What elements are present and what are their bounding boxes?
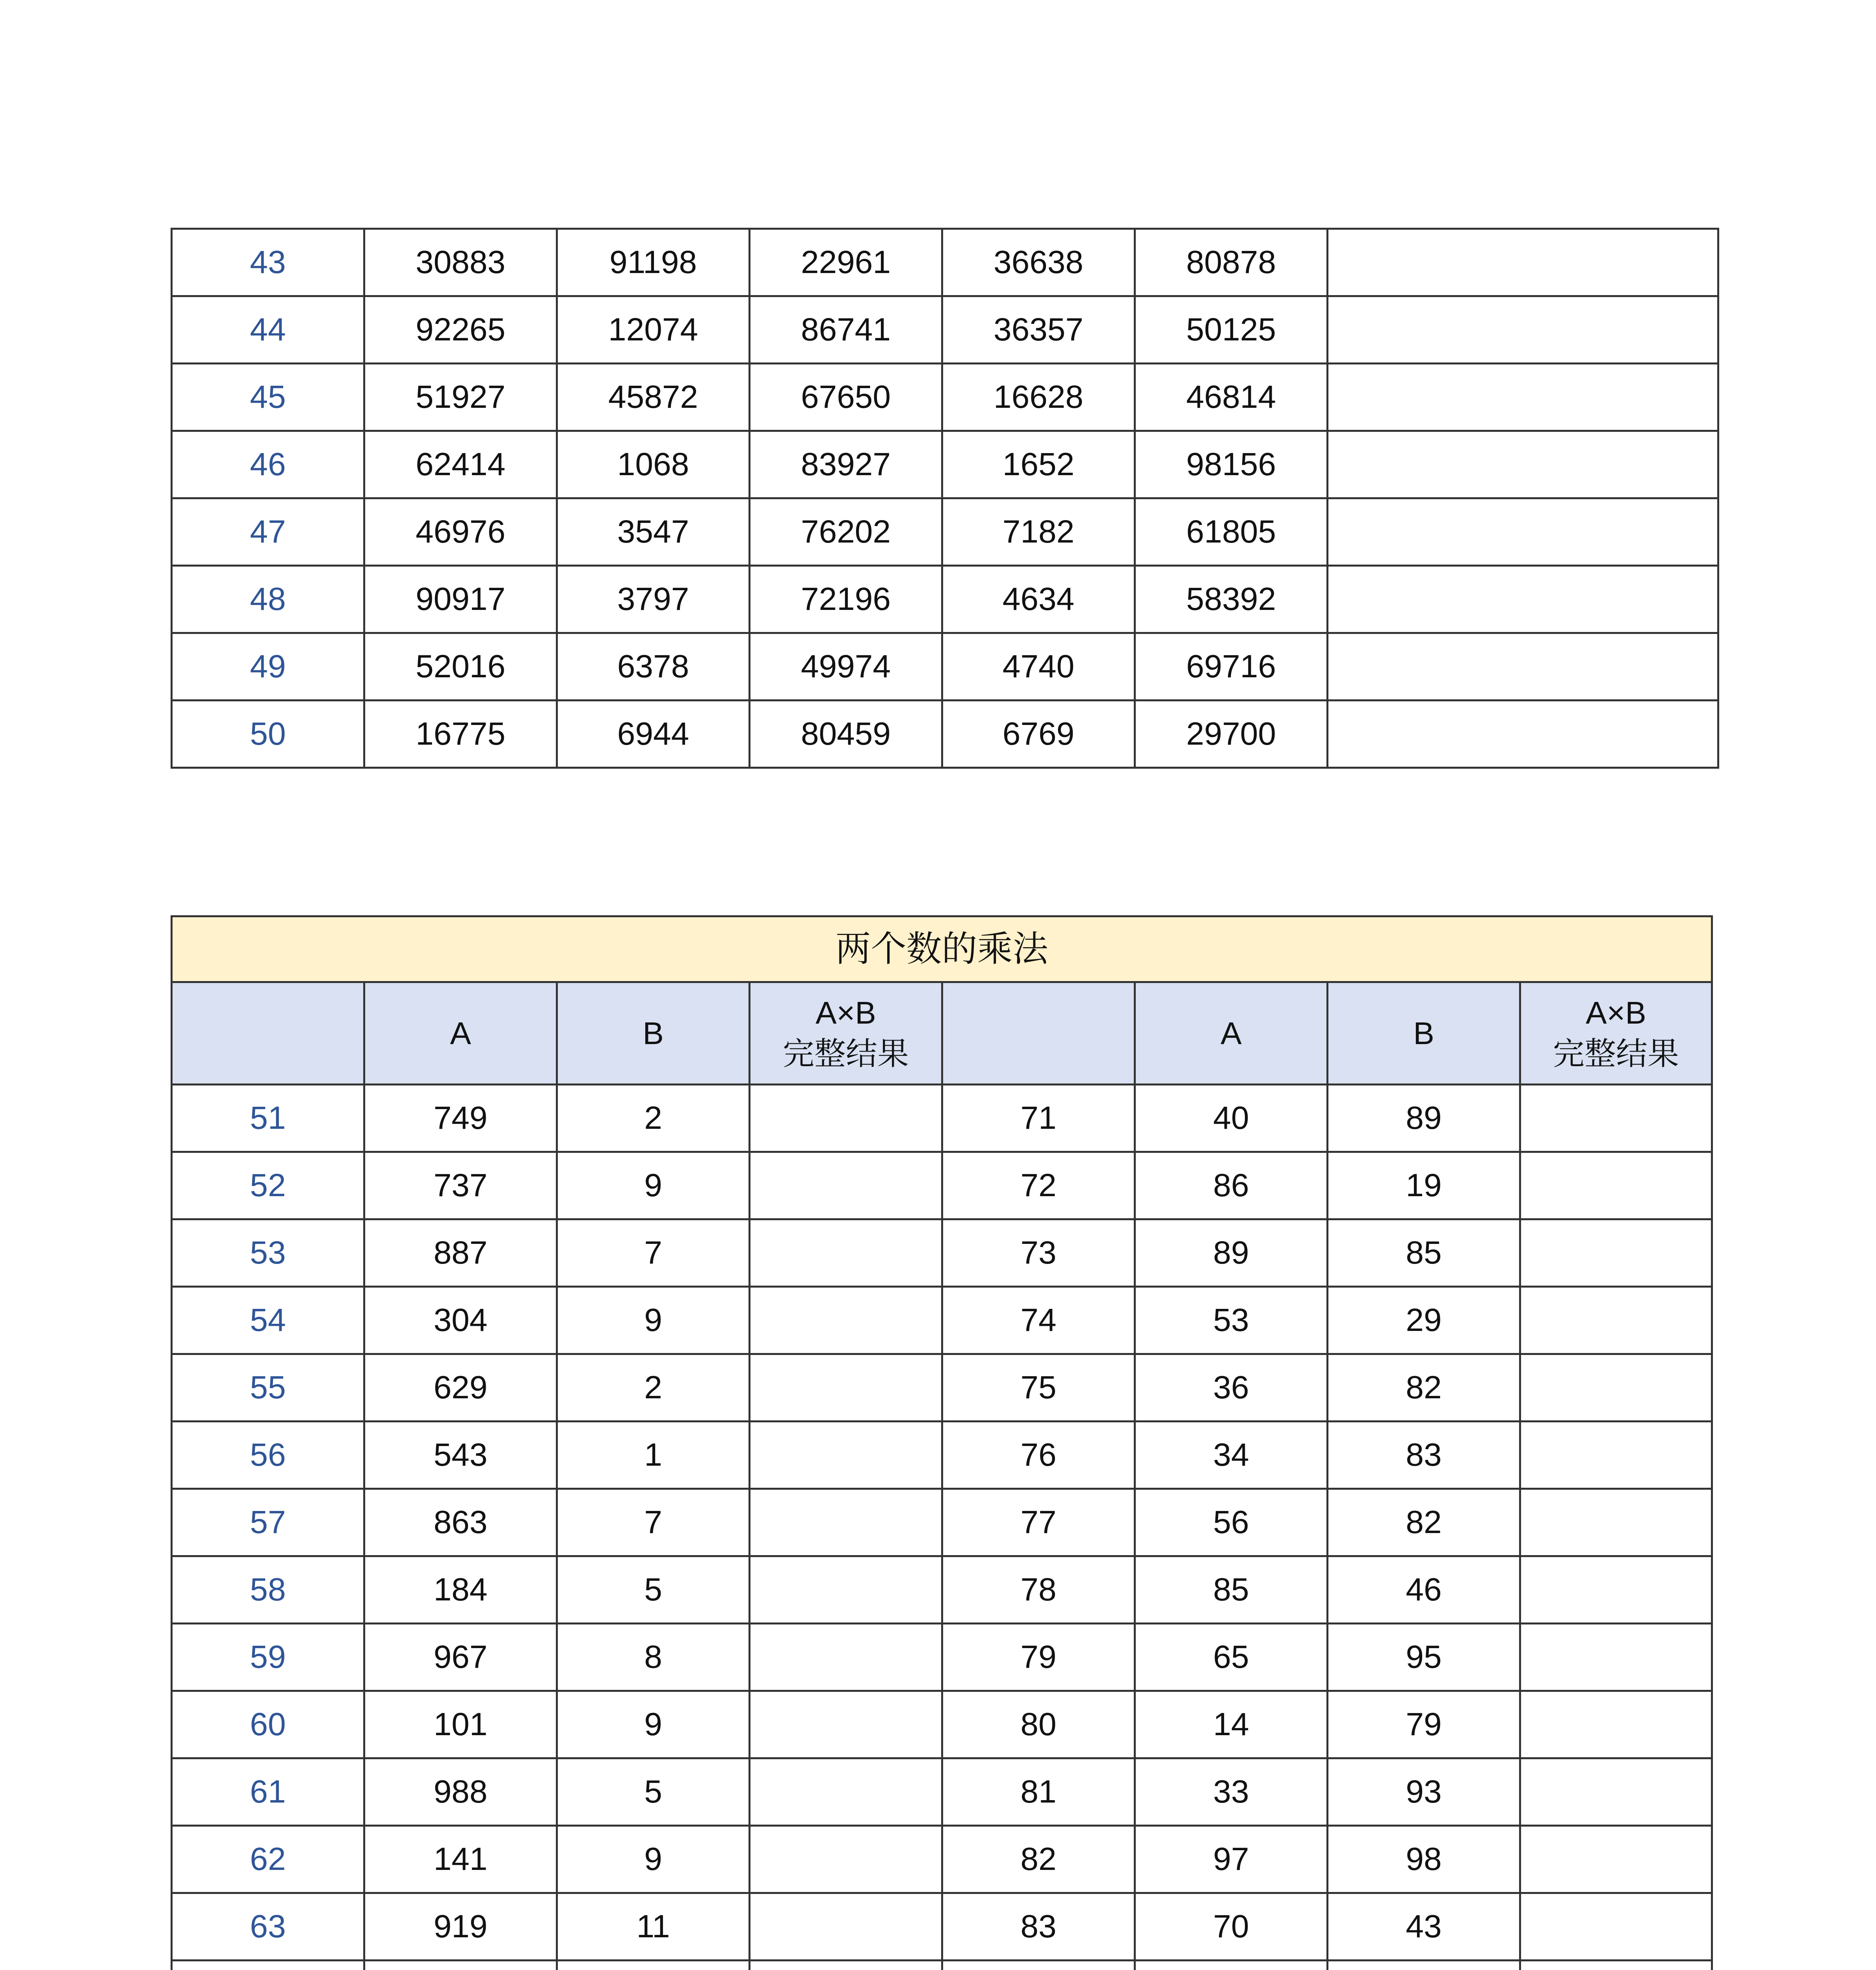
table-row: [172, 296, 1718, 364]
table-cell: 30883: [364, 229, 557, 296]
table-cell: 29700: [1135, 701, 1328, 768]
table-cell: 14: [1135, 1691, 1328, 1758]
table-cell: 12074: [557, 296, 750, 364]
table-cell: 749: [364, 1085, 557, 1152]
row-index: 44: [172, 296, 364, 364]
table-cell: 72: [942, 1152, 1135, 1219]
table-cell: 82: [942, 1826, 1135, 1893]
table-title: 两个数的乘法: [172, 916, 1712, 982]
table-cell: 73: [942, 1219, 1135, 1287]
table-cell: 863: [364, 1489, 557, 1556]
row-index: 51: [172, 1085, 364, 1152]
row-index: 47: [172, 498, 364, 566]
table-cell: 83927: [750, 431, 942, 498]
table-cell: 33: [1135, 1758, 1328, 1826]
table-cell: 36638: [942, 229, 1135, 296]
row-index: 54: [172, 1287, 364, 1354]
answer-cell[interactable]: [750, 1287, 942, 1354]
table-cell: 11: [557, 1893, 750, 1961]
table-row: [172, 1287, 1712, 1354]
answer-cell[interactable]: [1520, 1893, 1712, 1961]
answer-cell[interactable]: [750, 1219, 942, 1287]
table-cell: 79: [942, 1624, 1135, 1691]
table-cell: 50125: [1135, 296, 1328, 364]
table-row: [172, 1219, 1712, 1287]
answer-cell[interactable]: [1328, 296, 1718, 364]
table-cell: 75: [942, 1354, 1135, 1422]
answer-cell[interactable]: [750, 1826, 942, 1893]
table-cell: 76: [942, 1422, 1135, 1489]
table-cell: 4740: [942, 633, 1135, 701]
row-index: 60: [172, 1691, 364, 1758]
table-cell: 70: [1135, 1893, 1328, 1961]
row-index: 46: [172, 431, 364, 498]
row-index: 53: [172, 1219, 364, 1287]
table-cell: 101: [364, 1691, 557, 1758]
answer-cell[interactable]: [1328, 364, 1718, 431]
table-cell: 40: [1135, 1085, 1328, 1152]
table-row: [172, 1422, 1712, 1489]
answer-cell[interactable]: [1520, 1624, 1712, 1691]
answer-cell[interactable]: [750, 1354, 942, 1422]
table-cell: 51927: [364, 364, 557, 431]
table-cell: 46814: [1135, 364, 1328, 431]
table-cell: 8: [557, 1624, 750, 1691]
answer-cell[interactable]: [1520, 1219, 1712, 1287]
answer-cell[interactable]: [1520, 1422, 1712, 1489]
answer-cell[interactable]: [1328, 566, 1718, 633]
answer-cell[interactable]: [1520, 1826, 1712, 1893]
table-cell: 45872: [557, 364, 750, 431]
answer-cell[interactable]: [750, 1556, 942, 1624]
table-cell: 967: [364, 1624, 557, 1691]
table-cell: 80: [942, 1691, 1135, 1758]
table-cell: 3547: [557, 498, 750, 566]
table-cell: 67650: [750, 364, 942, 431]
table-header-row: [172, 982, 1712, 1085]
table-cell: [557, 1961, 750, 1970]
row-index: 49: [172, 633, 364, 701]
table-row: [172, 498, 1718, 566]
answer-cell[interactable]: [750, 1758, 942, 1826]
table-cell: 52016: [364, 633, 557, 701]
table-cell: 82: [1328, 1354, 1520, 1422]
table-cell: 7: [557, 1219, 750, 1287]
answer-cell[interactable]: [1520, 1085, 1712, 1152]
table-cell: 95: [1328, 1624, 1520, 1691]
table-row: [172, 1152, 1712, 1219]
answer-cell[interactable]: [750, 1422, 942, 1489]
answer-cell[interactable]: [750, 1152, 942, 1219]
table-cell: 5: [557, 1556, 750, 1624]
column-header: [942, 982, 1135, 1085]
table-cell: 1068: [557, 431, 750, 498]
column-header: B: [557, 982, 750, 1085]
table-cell: 79: [1328, 1691, 1520, 1758]
answer-cell[interactable]: [1328, 701, 1718, 768]
table-cell: [942, 1961, 1135, 1970]
answer-cell[interactable]: [750, 1085, 942, 1152]
table-cell: 919: [364, 1893, 557, 1961]
row-index: 57: [172, 1489, 364, 1556]
table-row: [172, 633, 1718, 701]
table-cell: 16775: [364, 701, 557, 768]
table-cell: 7: [557, 1489, 750, 1556]
table-row: [172, 1489, 1712, 1556]
answer-cell[interactable]: [750, 1691, 942, 1758]
table-cell: 29: [1328, 1287, 1520, 1354]
answer-cell[interactable]: [750, 1489, 942, 1556]
answer-cell[interactable]: [1328, 229, 1718, 296]
table-cell: 98: [1328, 1826, 1520, 1893]
table-cell: 9: [557, 1691, 750, 1758]
table-cell: 72196: [750, 566, 942, 633]
table-row: [172, 1354, 1712, 1422]
table-row: [172, 1556, 1712, 1624]
answer-cell[interactable]: [1520, 1961, 1712, 1970]
table-row: [172, 1826, 1712, 1893]
table-cell: 62414: [364, 431, 557, 498]
table-cell: 71: [942, 1085, 1135, 1152]
table-cell: [1328, 1961, 1520, 1970]
table-cell: 5: [557, 1758, 750, 1826]
row-index: 56: [172, 1422, 364, 1489]
table-row: [172, 1085, 1712, 1152]
answer-cell[interactable]: [1520, 1152, 1712, 1219]
table-cell: 91198: [557, 229, 750, 296]
answer-cell[interactable]: [1520, 1489, 1712, 1556]
table-cell: 304: [364, 1287, 557, 1354]
table-row: [172, 1691, 1712, 1758]
table-cell: 58392: [1135, 566, 1328, 633]
table-cell: 93: [1328, 1758, 1520, 1826]
answer-cell[interactable]: [1520, 1354, 1712, 1422]
table-cell: 629: [364, 1354, 557, 1422]
row-index: 48: [172, 566, 364, 633]
table-cell: 83: [942, 1893, 1135, 1961]
row-index: 62: [172, 1826, 364, 1893]
table-cell: 82: [1328, 1489, 1520, 1556]
table-cell: 49974: [750, 633, 942, 701]
row-index: 52: [172, 1152, 364, 1219]
multiplication-table: [171, 915, 1713, 1970]
answer-cell[interactable]: [1328, 498, 1718, 566]
table-cell: 80878: [1135, 229, 1328, 296]
table-cell: 85: [1328, 1219, 1520, 1287]
table-cell: 1: [557, 1422, 750, 1489]
column-header: A: [364, 982, 557, 1085]
column-header: [172, 982, 364, 1085]
table-cell: 6378: [557, 633, 750, 701]
table-cell: 19: [1328, 1152, 1520, 1219]
table-cell: 9: [557, 1152, 750, 1219]
row-index: 43: [172, 229, 364, 296]
answer-cell[interactable]: [1520, 1287, 1712, 1354]
table-cell: 3797: [557, 566, 750, 633]
table-cell: 43: [1328, 1893, 1520, 1961]
answer-cell[interactable]: [1520, 1758, 1712, 1826]
table-row: [172, 1893, 1712, 1961]
table-cell: 46: [1328, 1556, 1520, 1624]
table-cell: 9: [557, 1287, 750, 1354]
row-index: 59: [172, 1624, 364, 1691]
answer-cell[interactable]: [1520, 1556, 1712, 1624]
table-cell: 887: [364, 1219, 557, 1287]
table-row: [172, 1624, 1712, 1691]
table-row: [172, 431, 1718, 498]
table-row: [172, 364, 1718, 431]
row-index: 58: [172, 1556, 364, 1624]
table-cell: [364, 1961, 557, 1970]
table-cell: 86741: [750, 296, 942, 364]
table-cell: 184: [364, 1556, 557, 1624]
table-row: [172, 701, 1718, 768]
table-cell: 89: [1328, 1085, 1520, 1152]
table-cell: 77: [942, 1489, 1135, 1556]
table-row: [172, 229, 1718, 296]
table-cell: [1135, 1961, 1328, 1970]
table-cell: 9: [557, 1826, 750, 1893]
table-row: [172, 566, 1718, 633]
table-cell: 53: [1135, 1287, 1328, 1354]
table-cell: 22961: [750, 229, 942, 296]
worksheet-table-continued: [171, 228, 1719, 769]
column-header: A: [1135, 982, 1328, 1085]
table-title-row: [172, 916, 1712, 982]
row-index: 63: [172, 1893, 364, 1961]
table-cell: 74: [942, 1287, 1135, 1354]
table-cell: 2: [557, 1354, 750, 1422]
column-header: B: [1328, 982, 1520, 1085]
column-header: A×B 完整结果: [750, 982, 942, 1085]
table-cell: 80459: [750, 701, 942, 768]
answer-cell[interactable]: [750, 1893, 942, 1961]
table-cell: 78: [942, 1556, 1135, 1624]
answer-cell[interactable]: [1328, 431, 1718, 498]
table-cell: 65: [1135, 1624, 1328, 1691]
table-cell: 16628: [942, 364, 1135, 431]
table-cell: 61805: [1135, 498, 1328, 566]
table-row: [172, 1758, 1712, 1826]
table-cell: 56: [1135, 1489, 1328, 1556]
answer-cell[interactable]: [750, 1624, 942, 1691]
row-index: 45: [172, 364, 364, 431]
table-cell: 86: [1135, 1152, 1328, 1219]
table-cell: 85: [1135, 1556, 1328, 1624]
table-row: [172, 1961, 1712, 1970]
row-index: 61: [172, 1758, 364, 1826]
table-cell: 97: [1135, 1826, 1328, 1893]
table-cell: 89: [1135, 1219, 1328, 1287]
table-cell: 1652: [942, 431, 1135, 498]
table-cell: 90917: [364, 566, 557, 633]
table-cell: 543: [364, 1422, 557, 1489]
row-index: [172, 1961, 364, 1970]
table-cell: 6944: [557, 701, 750, 768]
answer-cell[interactable]: [1520, 1691, 1712, 1758]
row-index: 50: [172, 701, 364, 768]
table-cell: 141: [364, 1826, 557, 1893]
table-cell: 6769: [942, 701, 1135, 768]
table-cell: 81: [942, 1758, 1135, 1826]
table-cell: 7182: [942, 498, 1135, 566]
answer-cell[interactable]: [1328, 633, 1718, 701]
table-cell: 2: [557, 1085, 750, 1152]
table-cell: 69716: [1135, 633, 1328, 701]
table-cell: 988: [364, 1758, 557, 1826]
table-cell: 34: [1135, 1422, 1328, 1489]
table-cell: 83: [1328, 1422, 1520, 1489]
answer-cell[interactable]: [750, 1961, 942, 1970]
table-cell: 98156: [1135, 431, 1328, 498]
table-cell: 737: [364, 1152, 557, 1219]
table-cell: 36357: [942, 296, 1135, 364]
table-cell: 46976: [364, 498, 557, 566]
table-cell: 92265: [364, 296, 557, 364]
row-index: 55: [172, 1354, 364, 1422]
table-cell: 4634: [942, 566, 1135, 633]
table-cell: 36: [1135, 1354, 1328, 1422]
table-cell: 76202: [750, 498, 942, 566]
column-header: A×B 完整结果: [1520, 982, 1712, 1085]
